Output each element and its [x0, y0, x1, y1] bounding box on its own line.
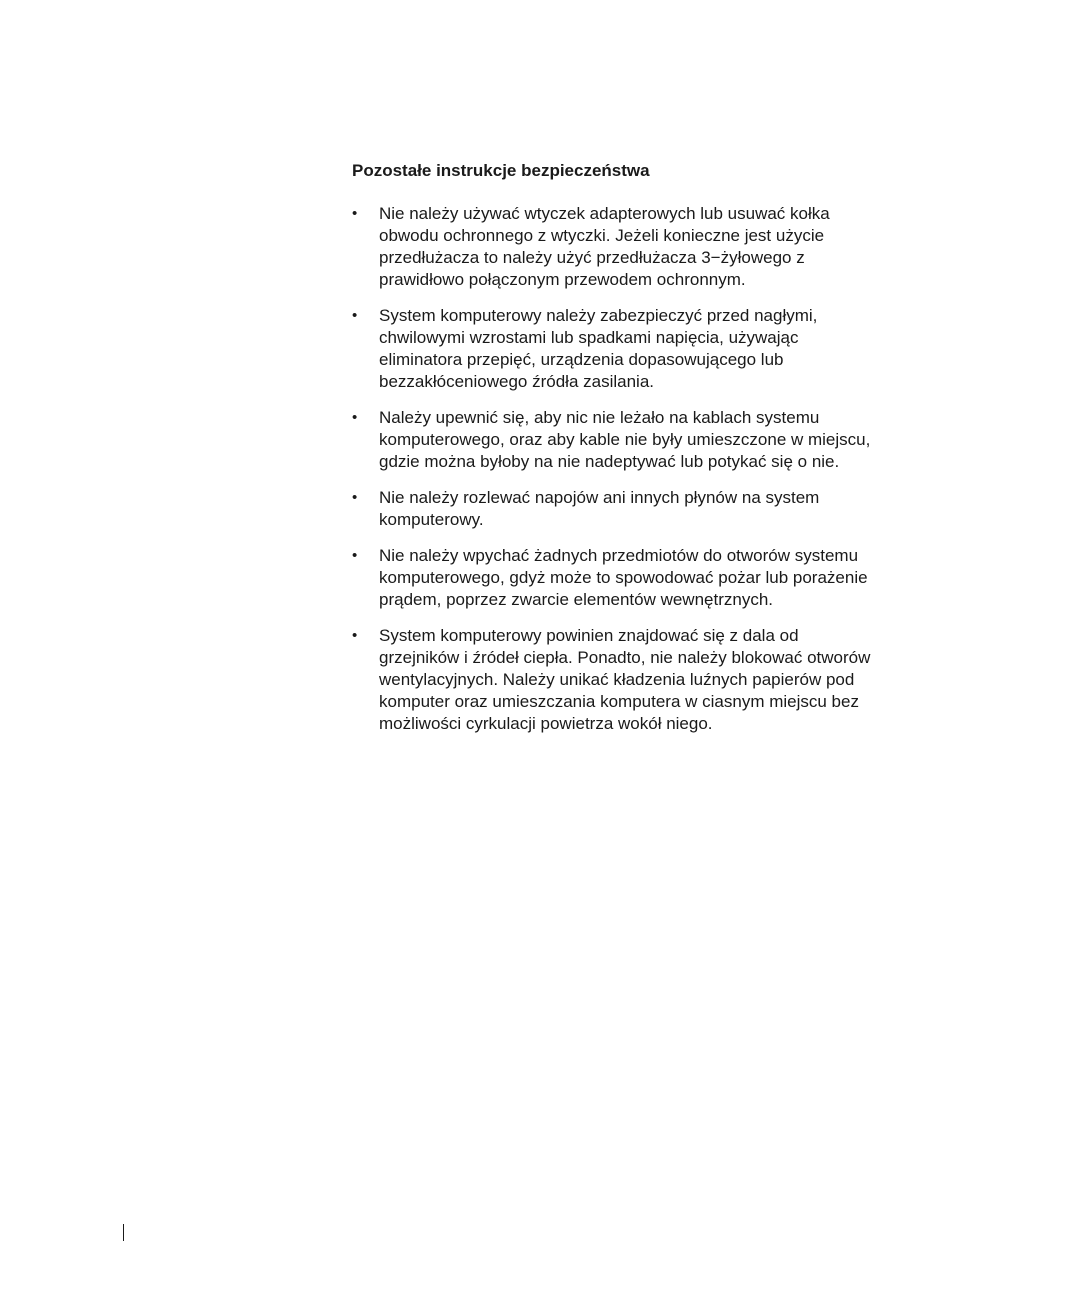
text-line: przedłużacza to należy użyć przedłużacza 3−żyłowego z	[379, 248, 805, 267]
text-line: komputerowego, oraz aby kable nie były umieszczone w miejscu,	[379, 430, 871, 449]
list-item	[352, 545, 912, 611]
text-line: gdzie można byłoby na nie nadeptywać lub potykać się o nie.	[379, 452, 840, 471]
text-line: komputerowy.	[379, 510, 484, 529]
text-line: eliminatora przepięć, urządzenia dopasowującego lub	[379, 350, 784, 369]
bullet-icon: •	[352, 409, 358, 426]
text-line: System komputerowy należy zabezpieczyć przed nagłymi,	[379, 306, 818, 325]
bullet-icon: •	[352, 205, 358, 222]
text-line: prądem, poprzez zwarcie elementów wewnętrznych.	[379, 590, 774, 609]
text-line: komputerowego, gdyż może to spowodować pożar lub porażenie	[379, 568, 868, 587]
text-line: System komputerowy powinien znajdować się z dala od	[379, 626, 799, 645]
text-line: wentylacyjnych. Należy unikać kładzenia luźnych papierów pod	[379, 670, 855, 689]
bullet-icon: •	[352, 627, 358, 644]
text-line: bezzakłóceniowego źródła zasilania.	[379, 372, 654, 391]
section-title: Pozostałe instrukcje bezpieczeństwa	[352, 161, 650, 180]
text-line: Nie należy używać wtyczek adapterowych lub usuwać kołka	[379, 204, 830, 223]
list-item	[352, 305, 912, 393]
text-line: możliwości cyrkulacji powietrza wokół niego.	[379, 714, 713, 733]
bullet-text	[379, 545, 912, 611]
list-item	[352, 487, 912, 531]
text-line: Należy upewnić się, aby nic nie leżało na kablach systemu	[379, 408, 820, 427]
bullet-icon: •	[352, 547, 358, 564]
text-line: obwodu ochronnego z wtyczki. Jeżeli konieczne jest użycie	[379, 226, 825, 245]
bullet-icon: •	[352, 489, 358, 506]
bullet-text	[379, 305, 912, 393]
bullet-text	[379, 407, 912, 473]
text-line: Nie należy wpychać żadnych przedmiotów do otworów systemu	[379, 546, 859, 565]
list-item	[352, 203, 912, 291]
text-line: Nie należy rozlewać napojów ani innych płynów na system	[379, 488, 820, 507]
text-line: komputer oraz umieszczania komputera w ciasnym miejscu bez	[379, 692, 859, 711]
bullet-text	[379, 487, 912, 531]
safety-instructions-list	[352, 203, 912, 749]
text-line: chwilowymi wzrostami lub spadkami napięcia, używając	[379, 328, 799, 347]
text-line: prawidłowo połączonym przewodem ochronnym.	[379, 270, 746, 289]
text-line: grzejników i źródeł ciepła. Ponadto, nie należy blokować otworów	[379, 648, 871, 667]
page-margin-rule	[123, 1224, 124, 1241]
bullet-icon: •	[352, 307, 358, 324]
bullet-text	[379, 203, 912, 291]
list-item	[352, 407, 912, 473]
list-item	[352, 625, 912, 735]
bullet-text	[379, 625, 912, 735]
